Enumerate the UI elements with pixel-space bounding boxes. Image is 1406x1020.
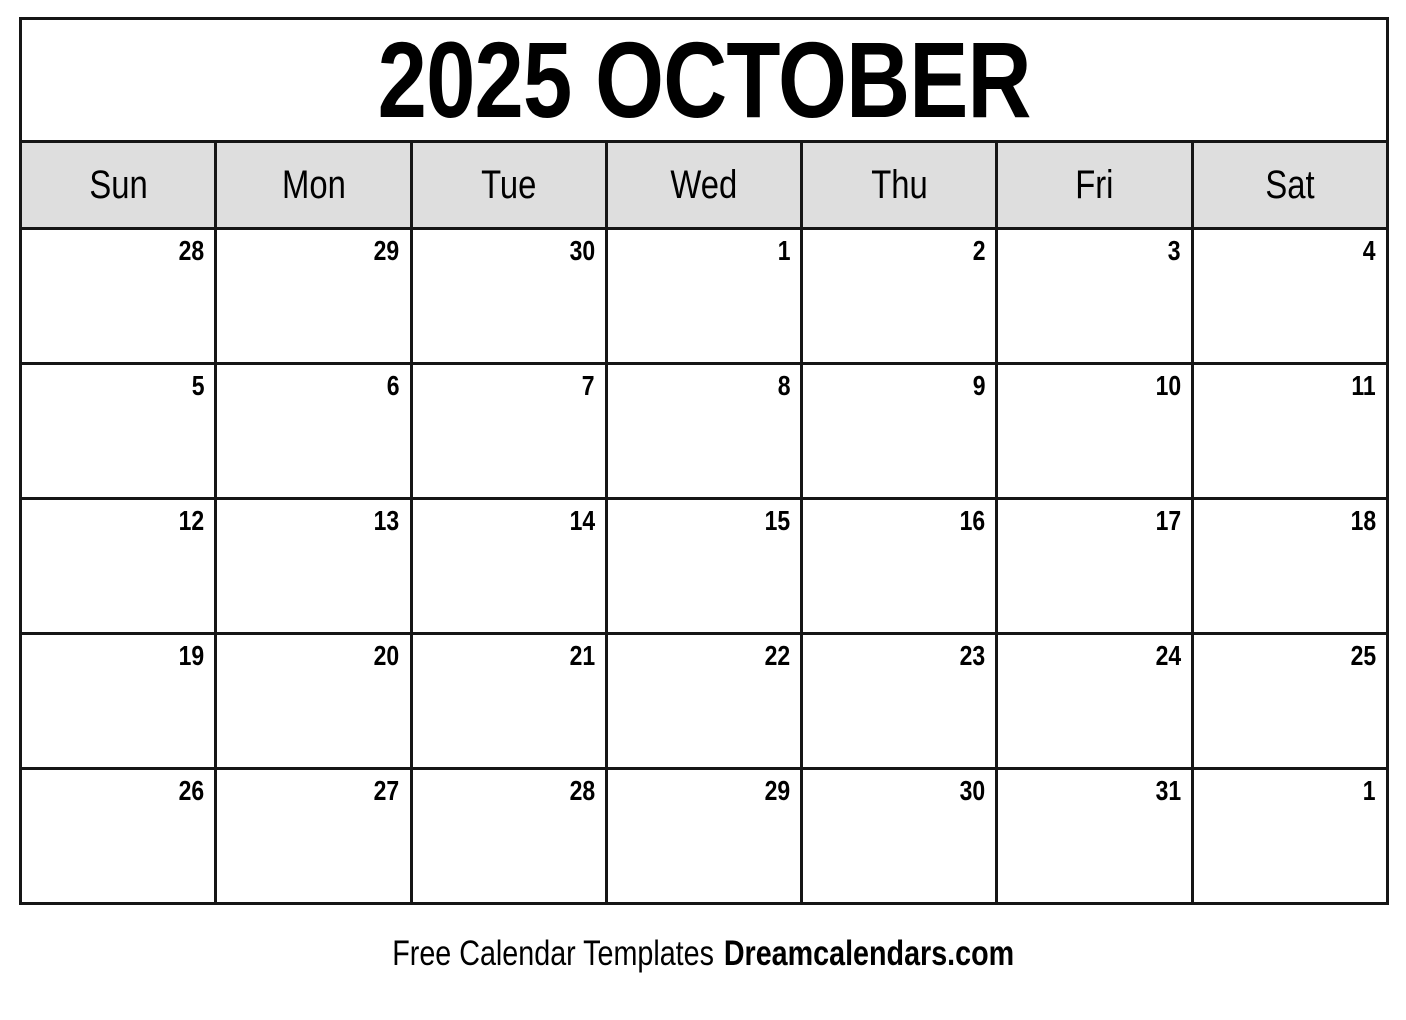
day-cell	[1192, 364, 1387, 499]
day-number: 13	[374, 505, 400, 536]
day-cell	[802, 229, 997, 364]
day-cell	[802, 499, 997, 634]
day-number: 30	[959, 775, 986, 806]
footer-text: Free Calendar Templates	[392, 934, 714, 973]
day-number: 18	[1350, 505, 1376, 536]
day-cell	[606, 499, 801, 634]
weekday-header-row	[21, 142, 1388, 229]
day-cell	[802, 769, 997, 904]
weekday-header-tue	[411, 142, 606, 229]
day-number: 12	[178, 505, 205, 536]
weekday-label: Tue	[481, 162, 537, 207]
weekday-header	[21, 142, 1388, 229]
day-number: 1	[1363, 775, 1376, 806]
day-number: 9	[972, 370, 986, 401]
day-number: 17	[1155, 505, 1181, 536]
day-cell	[606, 229, 801, 364]
day-cell	[1192, 499, 1387, 634]
day-number: 29	[764, 775, 791, 806]
weekday-label: Fri	[1075, 162, 1114, 207]
day-number: 28	[178, 235, 205, 266]
weekday-header-sun	[21, 142, 216, 229]
weekday-header-sat	[1192, 142, 1387, 229]
weekday-header-wed	[606, 142, 801, 229]
day-cell	[216, 364, 411, 499]
day-cell	[1192, 634, 1387, 769]
day-cell	[1192, 769, 1387, 904]
day-cell	[411, 499, 606, 634]
day-cell	[606, 364, 801, 499]
day-cell	[216, 499, 411, 634]
day-number: 5	[191, 370, 205, 401]
weekday-header-mon	[216, 142, 411, 229]
week-row-4	[21, 634, 1388, 769]
day-number: 10	[1155, 370, 1181, 401]
day-cell	[21, 634, 216, 769]
day-cell	[216, 229, 411, 364]
day-cell	[21, 364, 216, 499]
day-number: 29	[374, 235, 400, 266]
day-cell	[411, 769, 606, 904]
day-number: 26	[178, 775, 205, 806]
day-cell	[802, 364, 997, 499]
day-cell	[997, 229, 1192, 364]
day-number: 4	[1363, 235, 1376, 266]
day-cell	[411, 634, 606, 769]
day-number: 11	[1351, 370, 1376, 401]
day-cell	[21, 499, 216, 634]
day-cell	[606, 769, 801, 904]
day-cell	[997, 769, 1192, 904]
day-number: 31	[1155, 775, 1181, 806]
day-number: 24	[1155, 640, 1181, 671]
week-row-2	[21, 364, 1388, 499]
day-number: 1	[777, 235, 791, 266]
day-number: 28	[569, 775, 595, 806]
day-number: 8	[777, 370, 791, 401]
day-number: 30	[569, 235, 595, 266]
weekday-label: Sun	[88, 162, 148, 207]
day-cell	[997, 499, 1192, 634]
day-number: 3	[1167, 235, 1181, 266]
day-cell	[802, 634, 997, 769]
calendar-grid	[19, 140, 1389, 905]
day-number: 27	[374, 775, 400, 806]
day-cell	[411, 229, 606, 364]
day-number: 23	[959, 640, 986, 671]
day-number: 16	[959, 505, 986, 536]
week-row-5	[21, 769, 1388, 904]
day-cell	[606, 634, 801, 769]
calendar-title: 2025 OCTOBER	[377, 19, 1031, 140]
day-cell	[216, 769, 411, 904]
weekday-label: Sat	[1265, 162, 1315, 207]
day-number: 14	[569, 505, 595, 536]
weekday-label: Mon	[281, 162, 346, 207]
day-cell	[1192, 229, 1387, 364]
day-number: 7	[582, 370, 595, 401]
weekday-label: Wed	[670, 162, 738, 207]
day-cell	[21, 229, 216, 364]
day-cell	[411, 364, 606, 499]
weekday-label: Thu	[871, 162, 928, 207]
day-number: 2	[972, 235, 986, 266]
day-cell	[997, 634, 1192, 769]
footer-brand: Dreamcalendars.com	[723, 934, 1014, 973]
day-number: 22	[764, 640, 791, 671]
footer	[0, 934, 1406, 974]
day-number: 20	[374, 640, 400, 671]
day-number: 21	[569, 640, 595, 671]
day-number: 19	[178, 640, 205, 671]
title-box	[19, 17, 1389, 140]
day-number: 15	[764, 505, 791, 536]
footer-text-wrap	[392, 934, 1014, 974]
day-cell	[997, 364, 1192, 499]
weeks-body	[21, 229, 1388, 904]
day-number: 25	[1350, 640, 1376, 671]
day-cell	[216, 634, 411, 769]
weekday-header-fri	[997, 142, 1192, 229]
day-cell	[21, 769, 216, 904]
day-number: 6	[386, 370, 400, 401]
week-row-1	[21, 229, 1388, 364]
weekday-header-thu	[802, 142, 997, 229]
calendar	[19, 17, 1389, 905]
week-row-3	[21, 499, 1388, 634]
